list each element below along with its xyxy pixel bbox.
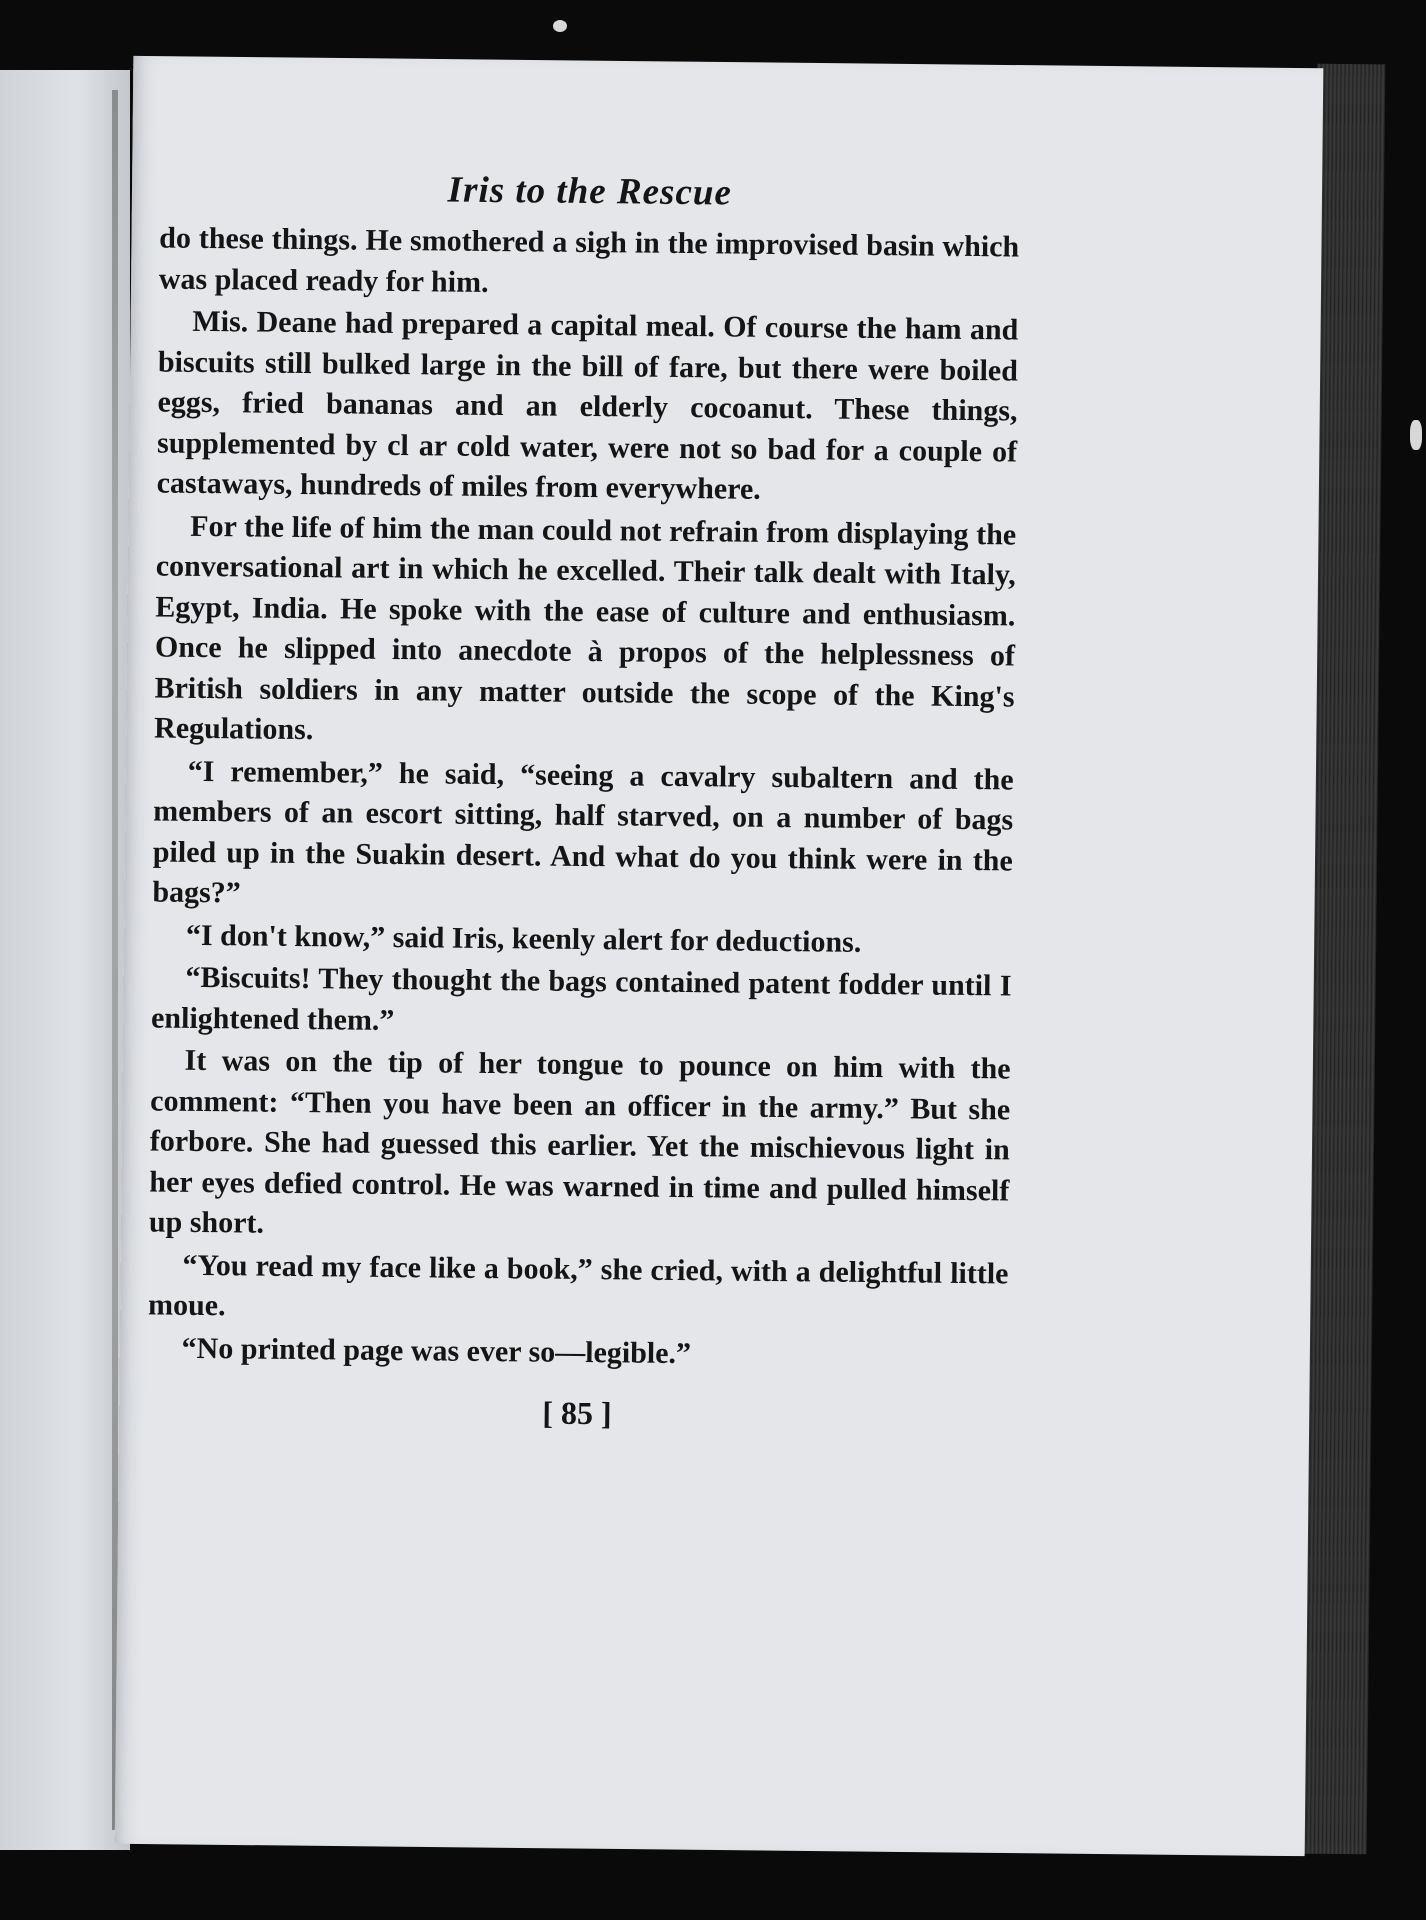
dust-speck [553,20,567,32]
paragraph: “You read my face like a book,” she cried, with a delightful little moue. [147,1248,1009,1323]
paragraph: It was on the tip of her tongue to pounce on him with the comment: “Then you have been an officer in the army.” But she forbore. She had guessed this earlier. Yet the mischievous light in her eyes defied control. He was warned in time and pulled himself up short. [148,1043,1011,1240]
dust-speck [1410,420,1422,450]
page-content [147,165,1020,1436]
facing-page-edge [0,70,130,1850]
paragraph: For the life of him the man could not refrain from displaying the conversational art in which he excelled. Their talk dealt with Italy, Egypt, India. He spoke with the ease of culture and enthusiasm. Once he slipped into anecdote à propos of the helplessness of British soldiers in any matter outside the scope of the King's Regulations. [153,509,1017,747]
paragraph: “I don't know,” said Iris, keenly alert for deductions. [185,918,862,959]
running-head: Iris to the Rescue [447,169,733,214]
page-number: [ 85 ] [542,1394,612,1432]
paragraph: “No printed page was ever so—legible.” [181,1331,692,1370]
paragraph: do these things. He smothered a sigh in the improvised basin which was placed ready for him. [158,221,1020,299]
paragraph: “I remember,” he said, “seeing a cavalry subaltern and the members of an escort sitting, half starved, on a number of bags piled up in the Suakin desert. And what do you think were in the bags?” [152,754,1014,910]
paragraph: Mis. Deane had prepared a capital meal. Of course the ham and biscuits still bulked large in the bill of fare, but there were boiled eggs, fried bananas and an elderly cocoanut. These things, supplemented by cl ar cold water, were not so bad for a couple of castaways, hundreds of miles from everywhere. [156,304,1019,506]
paragraph: “Biscuits! They thought the bags contained patent fodder until I enlightened them.” [150,960,1012,1037]
